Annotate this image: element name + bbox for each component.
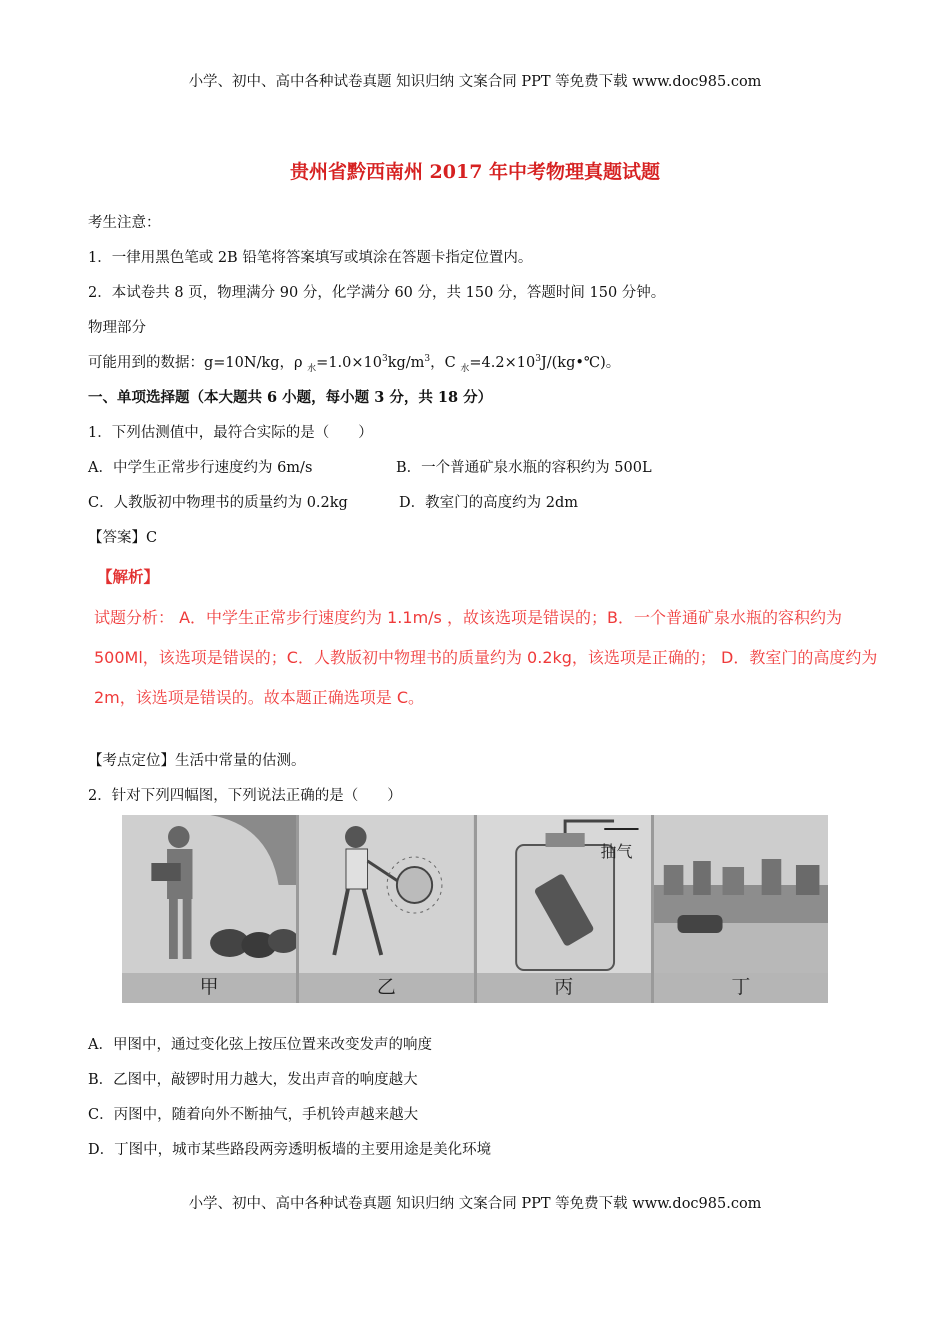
pump-label: 抽气 bbox=[600, 842, 633, 861]
constants-mid-2: kg/m bbox=[387, 355, 425, 371]
notice-heading: 考生注意： bbox=[88, 215, 161, 231]
q1-option-b: B．一个普通矿泉水瓶的容积约为 500L bbox=[396, 460, 652, 476]
q2-option-c: C．丙图中，随着向外不断抽气，手机铃声越来越大 bbox=[88, 1107, 419, 1123]
q1-answer: 【答案】C bbox=[88, 530, 158, 546]
figure-panel-ding bbox=[654, 815, 828, 1003]
q1-option-d: D．教室门的高度约为 2dm bbox=[399, 495, 578, 511]
constants-mid-4: =4.2×10 bbox=[469, 355, 536, 371]
q1-options-row-2 bbox=[88, 491, 578, 512]
q2-option-b: B．乙图中，敲锣时用力越大，发出声音的响度越大 bbox=[88, 1072, 418, 1088]
exp-2: 3 bbox=[424, 354, 431, 365]
caption-jia: 甲 bbox=[199, 976, 219, 998]
page-title: 贵州省黔西南州 2017 年中考物理真题试题 bbox=[289, 161, 661, 183]
constants-prefix: 可能用到的数据：g=10N/kg，ρ bbox=[88, 355, 308, 371]
q1-point: 【考点定位】生活中常量的估测。 bbox=[88, 753, 306, 769]
constants-mid-1: =1.0×10 bbox=[316, 355, 382, 371]
analysis-heading: 【解析】 bbox=[97, 567, 160, 586]
water-sub-2: 水 bbox=[460, 363, 470, 374]
exp-1: 3 bbox=[381, 354, 388, 365]
water-sub-1: 水 bbox=[307, 363, 317, 374]
q1-option-c: C．人教版初中物理书的质量约为 0.2kg bbox=[88, 495, 348, 511]
exp-3: 3 bbox=[535, 354, 541, 365]
constants-mid-3: ，C bbox=[430, 355, 461, 371]
q2-stem: 2．针对下列四幅图，下列说法正确的是（ ） bbox=[88, 788, 402, 804]
section-part: 物理部分 bbox=[88, 320, 146, 336]
caption-bing: 丙 bbox=[554, 976, 574, 998]
constants-line bbox=[88, 351, 620, 374]
notice-item-2: 2．本试卷共 8 页，物理满分 90 分，化学满分 60 分，共 150 分，答题时间 150 分钟。 bbox=[88, 285, 666, 301]
q1-stem: 1．下列估测值中，最符合实际的是（ ） bbox=[88, 425, 373, 441]
figure-panel-bing bbox=[477, 815, 651, 1003]
q1-option-a: A．中学生正常步行速度约为 6m/s bbox=[88, 460, 313, 476]
section-heading: 一、单项选择题（本大题共 6 小题，每小题 3 分，共 18 分） bbox=[88, 389, 493, 406]
q2-option-a: A．甲图中，通过变化弦上按压位置来改变发声的响度 bbox=[88, 1037, 432, 1053]
caption-ding: 丁 bbox=[731, 976, 751, 998]
analysis-text: 试题分析： A．中学生正常步行速度约为 1.1m/s ，故该选项是错误的；B．一个普通矿泉水瓶的容积约为 500Ml，该选项是错误的；C．人教版初中物理书的质量约为 0.2kg，该选项是正确的； D．教室门的高度约为 2m，该选项是错误的。故本题正确选项是 C。 bbox=[94, 608, 878, 707]
figure-panel-jia bbox=[122, 815, 296, 1003]
notice-item-1: 1．一律用黑色笔或 2B 铅笔将答案填写或填涂在答题卡指定位置内。 bbox=[88, 250, 533, 266]
q1-options-row-1 bbox=[88, 456, 652, 477]
q2-option-d: D．丁图中，城市某些路段两旁透明板墙的主要用途是美化环境 bbox=[88, 1142, 492, 1158]
figure-panel-yi bbox=[299, 815, 473, 1003]
q2-figure bbox=[122, 815, 828, 1003]
caption-yi: 乙 bbox=[376, 976, 396, 998]
constants-suffix: J/(kg•℃)。 bbox=[540, 355, 621, 371]
page-footer: 小学、初中、高中各种试卷真题 知识归纳 文案合同 PPT 等免费下载 www.doc985.com bbox=[188, 1196, 762, 1212]
page-header: 小学、初中、高中各种试卷真题 知识归纳 文案合同 PPT 等免费下载 www.doc985.com bbox=[188, 74, 762, 90]
